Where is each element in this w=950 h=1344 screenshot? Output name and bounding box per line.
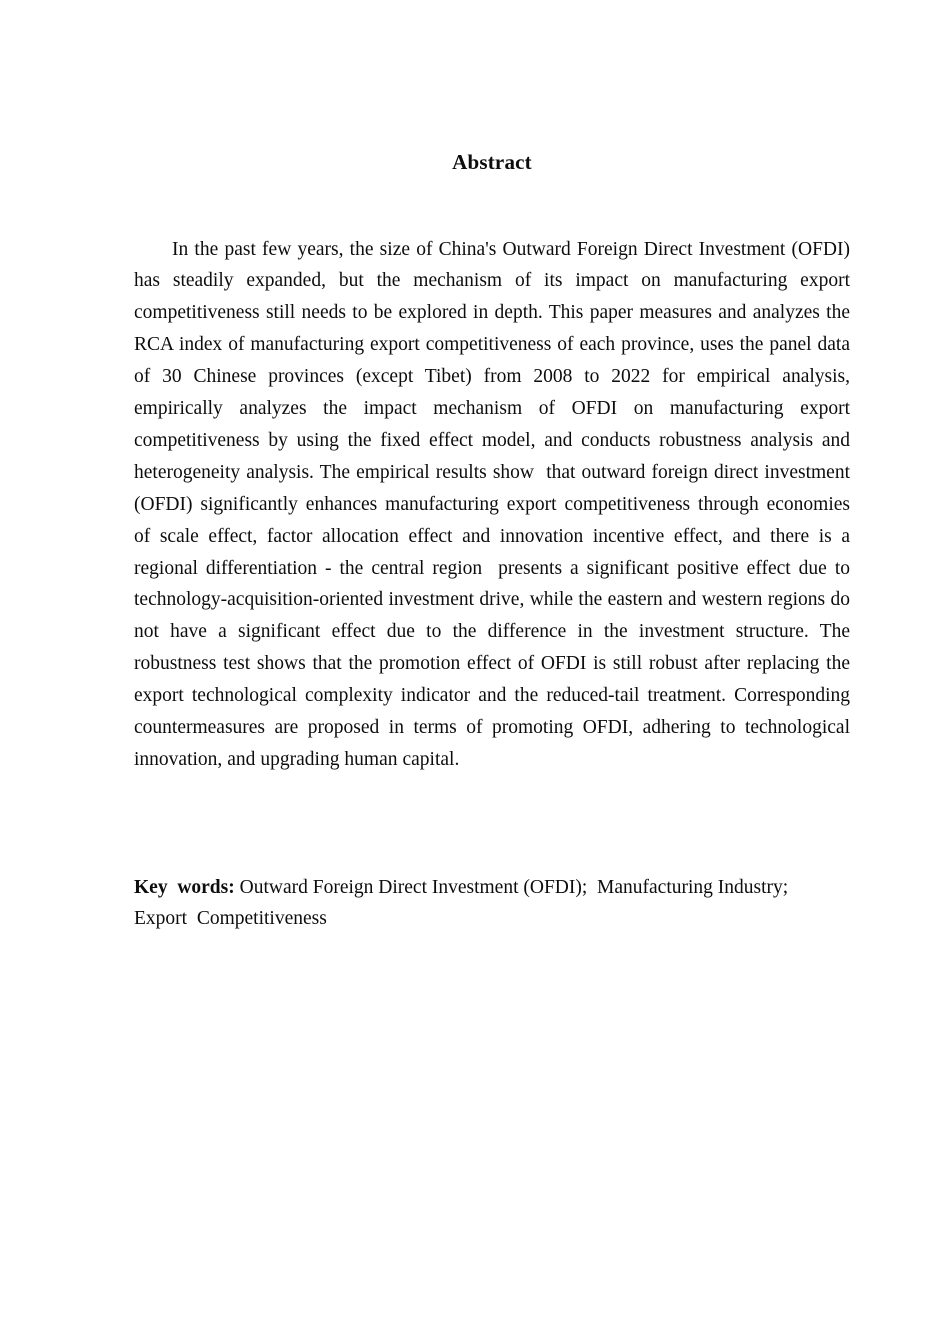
keywords-label: Key words:	[134, 876, 235, 898]
abstract-paragraph: In the past few years, the size of China's Outward Foreign Direct Investment (OFDI) has steadily expanded, but the mechanism of its impact on manufacturing export competitiveness still needs to be explored in depth. This paper measures and analyzes the RCA index of manufacturing export competitiveness of each province, uses the panel data of 30 Chinese provinces (except Tibet) from 2008 to 2022 for empirical analysis, empirically analyzes the impact mechanism of OFDI on manufacturing export competitiveness by using the fixed effect model, and conducts robustness analysis and heterogeneity analysis. The empirical results show that outward foreign direct investment (OFDI) significantly enhances manufacturing export competitiveness through economies of scale effect, factor allocation effect and innovation incentive effect, and there is a regional differentiation - the central region presents a significant positive effect due to technology-acquisition-oriented investment drive, while the eastern and western regions do not have a significant effect due to the difference in the investment structure. The robustness test shows that the promotion effect of OFDI is still robust after replacing the export technological complexity indicator and the reduced-tail treatment. Corresponding countermeasures are proposed in terms of promoting OFDI, adhering to technological innovation, and upgrading human capital.	[134, 238, 855, 770]
page-title: Abstract	[452, 150, 532, 174]
keywords-block	[134, 872, 850, 936]
keywords-values: Outward Foreign Direct Investment (OFDI); Manufacturing Industry; Export Competitiveness	[134, 876, 798, 930]
